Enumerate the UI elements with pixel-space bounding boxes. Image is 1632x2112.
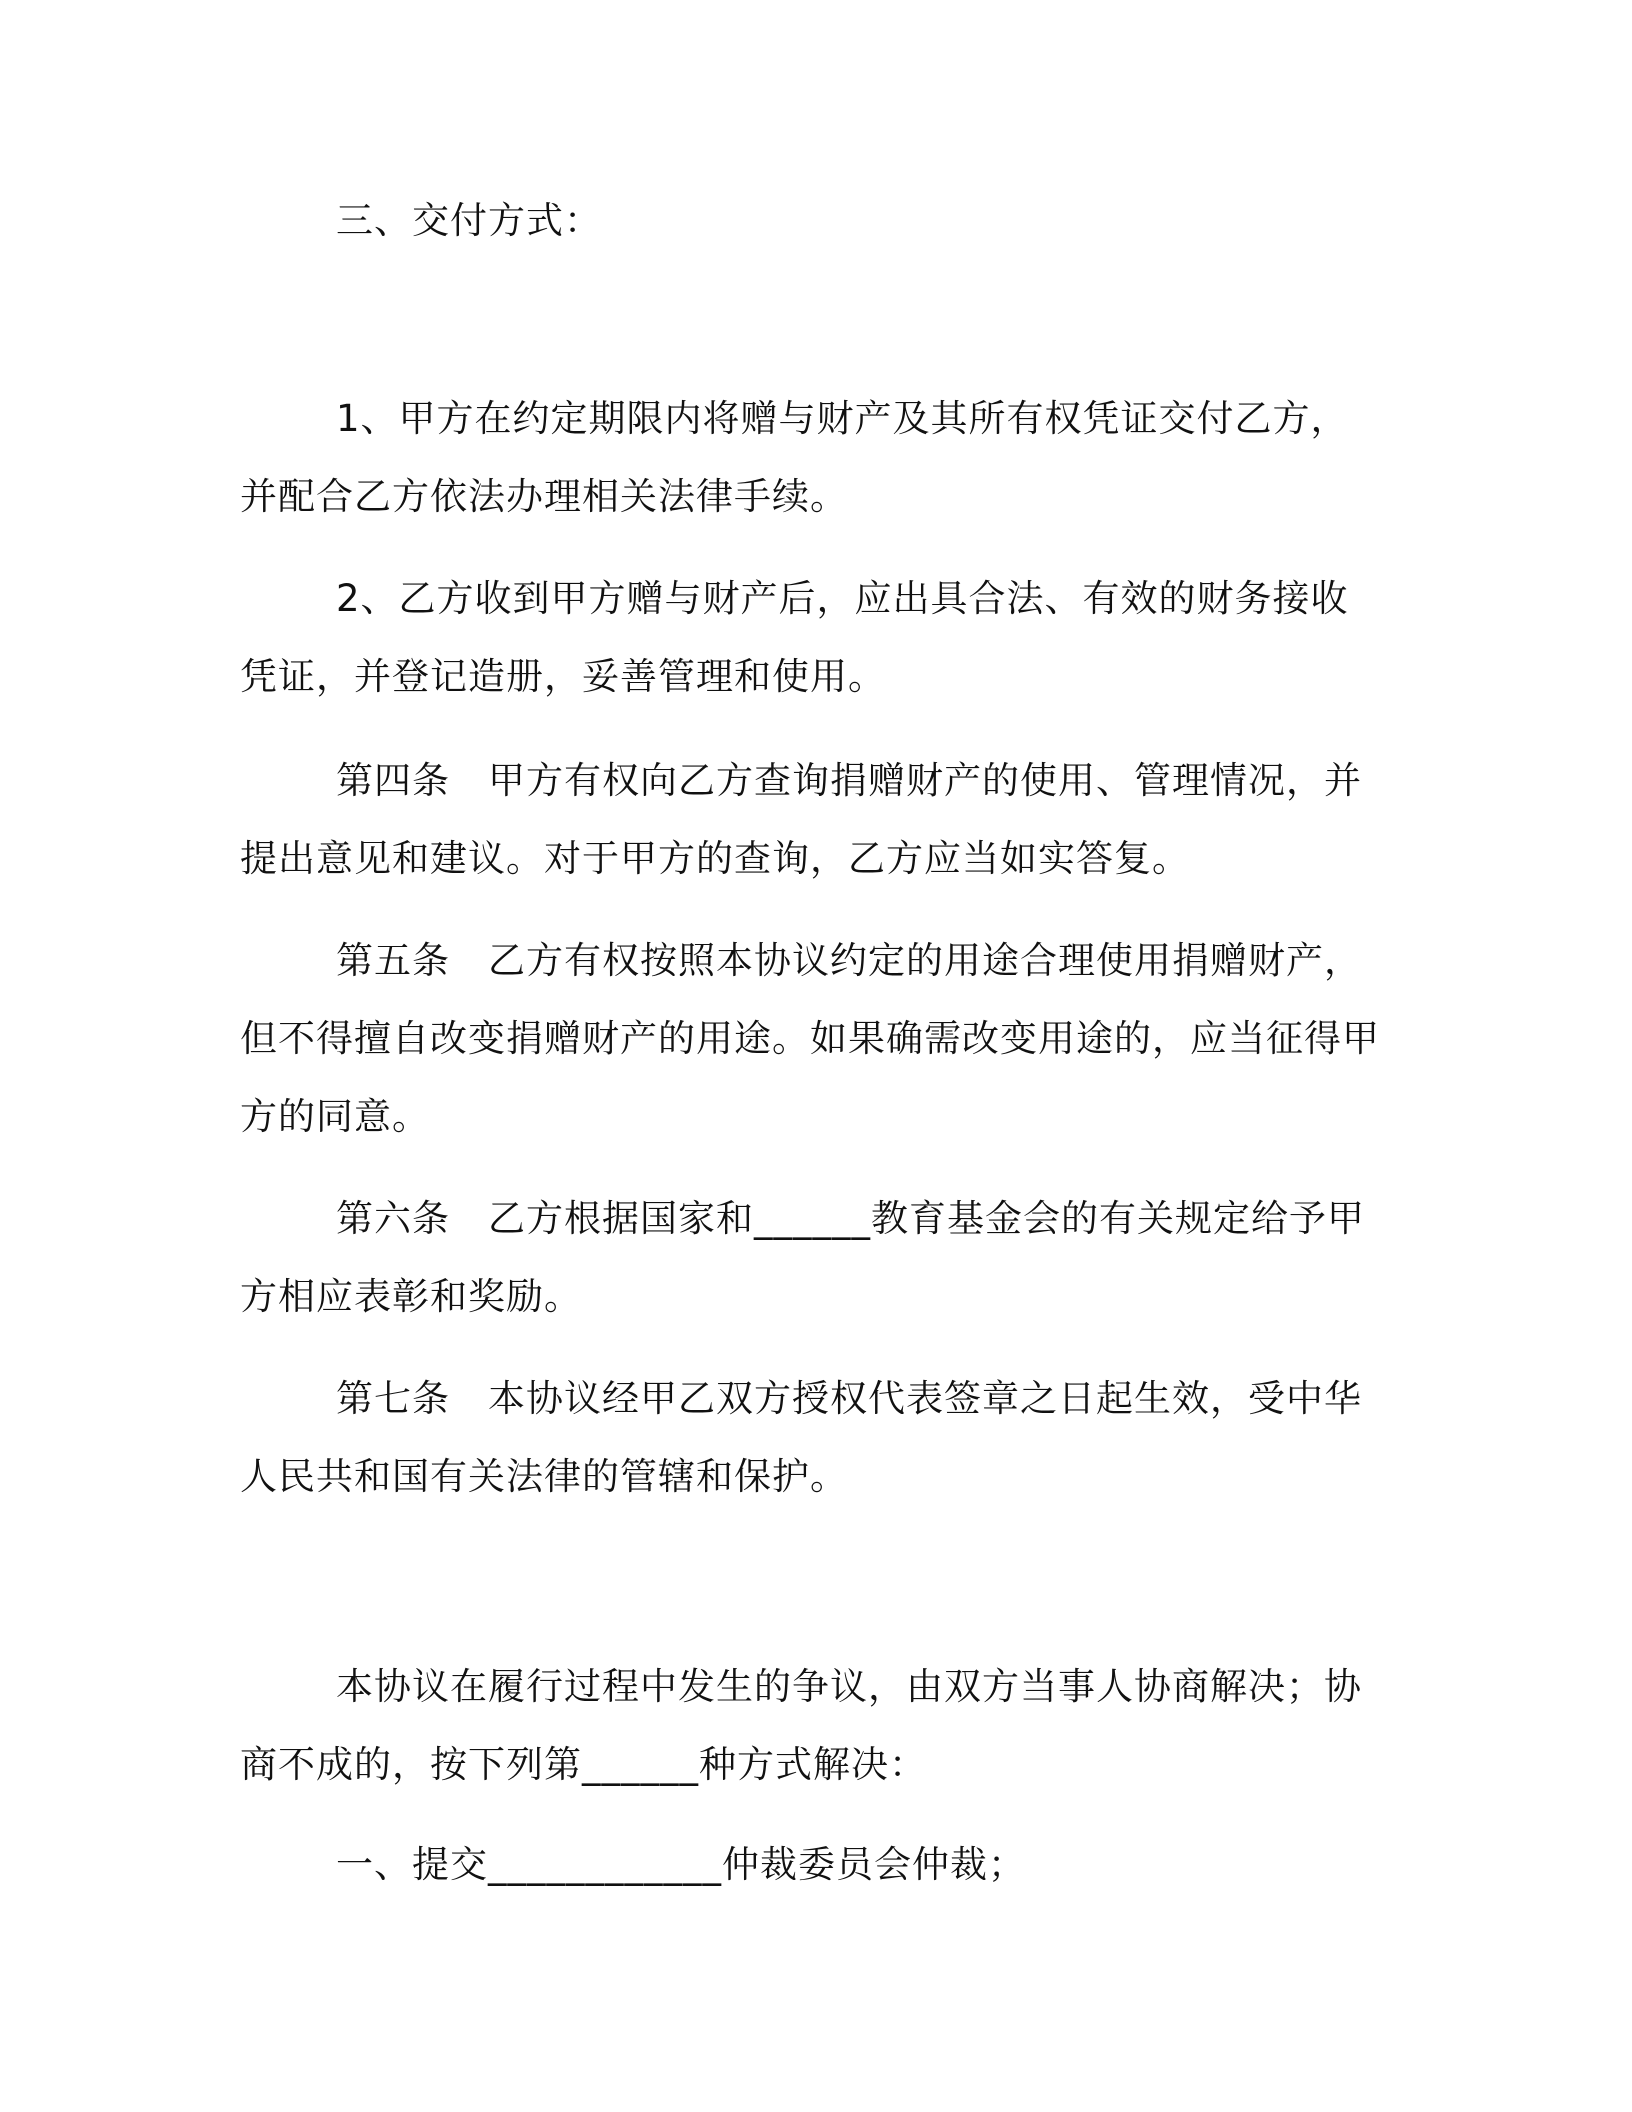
article-5: 第五条 乙方有权按照本协议约定的用途合理使用捐赠财产，但不得擅自改变捐赠财产的用途。如果确需改变用途的，应当征得甲方的同意。 bbox=[240, 939, 1380, 1138]
delivery-item-2: 2、乙方收到甲方赠与财产后，应出具合法、有效的财务接收凭证，并登记造册，妥善管理和使用。 bbox=[240, 577, 1349, 698]
article-4: 第四条 甲方有权向乙方查询捐赠财产的使用、管理情况，并提出意见和建议。对于甲方的查询，乙方应当如实答复。 bbox=[240, 759, 1362, 880]
section-heading-delivery: 三、交付方式： bbox=[336, 199, 602, 242]
dispute-resolution-paragraph: 本协议在履行过程中发生的争议，由双方当事人协商解决；协商不成的，按下列第______种方式解决： bbox=[240, 1665, 1362, 1786]
delivery-item-1: 1、甲方在约定期限内将赠与财产及其所有权凭证交付乙方，并配合乙方依法办理相关法律手续。 bbox=[240, 397, 1349, 518]
article-7: 第七条 本协议经甲乙双方授权代表签章之日起生效，受中华人民共和国有关法律的管辖和保护。 bbox=[240, 1377, 1362, 1498]
dispute-option-1: 一、提交____________仲裁委员会仲裁； bbox=[336, 1843, 1026, 1886]
article-6: 第六条 乙方根据国家和______教育基金会的有关规定给予甲方相应表彰和奖励。 bbox=[240, 1197, 1365, 1318]
